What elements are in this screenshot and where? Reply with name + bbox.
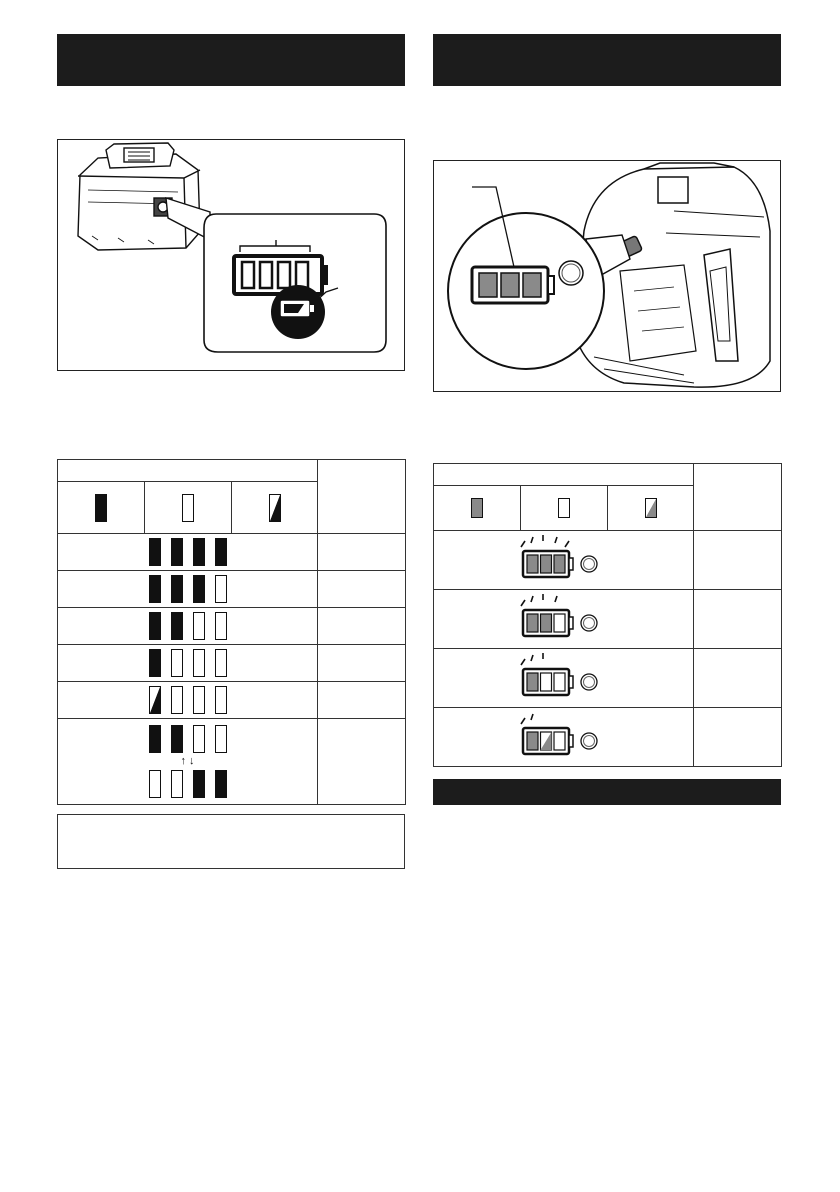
tool-legend-lighted <box>434 486 521 531</box>
lamp-off-icon <box>171 686 183 714</box>
indicator-cell <box>58 645 318 682</box>
lamp-on-icon <box>527 555 538 573</box>
lamp-blinking-icon <box>269 494 281 522</box>
blink-ray <box>555 596 557 602</box>
segment-group <box>58 649 317 677</box>
lamp-off-icon <box>193 686 205 714</box>
blink-ray <box>531 714 533 720</box>
blink-ray <box>531 655 533 661</box>
blink-ray <box>565 541 569 547</box>
table-row <box>434 649 782 708</box>
segment-group <box>58 538 317 566</box>
lamp-on-icon <box>215 538 227 566</box>
status-cell <box>318 608 406 645</box>
indicator-cell <box>58 682 318 719</box>
lamp-on-icon <box>95 494 107 522</box>
table-row <box>58 682 406 719</box>
lamp-on-icon <box>149 575 161 603</box>
status-cell <box>318 571 406 608</box>
lamp-off-icon <box>215 575 227 603</box>
table-row <box>58 645 406 682</box>
lamp-blinking-icon <box>645 498 657 518</box>
lamp-off-icon <box>540 673 551 691</box>
lamp-off-icon <box>558 498 570 518</box>
blink-ray <box>521 541 525 547</box>
lamp-blinking-icon <box>149 686 161 714</box>
indicator-cell <box>58 608 318 645</box>
lamp-on-icon <box>471 498 483 518</box>
blink-ray <box>521 718 525 724</box>
table-row <box>58 571 406 608</box>
note-box <box>57 814 405 869</box>
table-header-indicator <box>58 460 318 482</box>
indicator-cell <box>434 649 694 708</box>
battery-gauge-icon <box>509 710 619 760</box>
battery-indicator-figure <box>57 139 405 371</box>
table-row <box>58 608 406 645</box>
battery-gauge-icon <box>509 651 619 701</box>
lamp-on-icon <box>193 575 205 603</box>
lamp-on-icon <box>149 649 161 677</box>
segment-group <box>58 686 317 714</box>
lamp-on-icon <box>149 725 161 753</box>
tool-indicator-figure <box>433 160 781 392</box>
lamp-on-icon <box>149 538 161 566</box>
lamp-off-icon <box>193 612 205 640</box>
status-cell <box>318 645 406 682</box>
lamp-on-icon <box>193 538 205 566</box>
lamp-off-icon <box>215 686 227 714</box>
legend-lighted <box>58 482 145 534</box>
lamp-off-icon <box>554 673 565 691</box>
lamp-off-icon <box>182 494 194 522</box>
status-cell <box>694 590 782 649</box>
lamp-on-icon <box>149 612 161 640</box>
status-cell <box>318 719 406 805</box>
lamp-off-icon <box>171 770 183 798</box>
lamp-blinking-icon <box>540 732 551 750</box>
table-row <box>434 708 782 767</box>
battery-gauge-icon <box>509 533 619 583</box>
lamp-on-icon <box>527 673 538 691</box>
status-cell <box>694 531 782 590</box>
lamp-on-icon <box>554 555 565 573</box>
battery-gauge-icon <box>509 592 619 642</box>
tool-legend-blinking <box>608 486 694 531</box>
indicator-cell <box>434 531 694 590</box>
lamp-off-icon <box>215 725 227 753</box>
segment-group <box>58 575 317 603</box>
legend-blinking <box>232 482 318 534</box>
blink-ray <box>531 596 533 602</box>
lamp-off-icon <box>554 614 565 632</box>
left-section-header <box>57 34 405 86</box>
lamp-off-icon <box>149 770 161 798</box>
table-row <box>58 719 406 805</box>
lamp-on-icon <box>527 732 538 750</box>
lamp-on-icon <box>540 555 551 573</box>
battery-capacity-table <box>57 459 406 805</box>
blink-ray <box>521 600 525 606</box>
status-cell <box>694 649 782 708</box>
segment-group <box>58 770 317 798</box>
status-cell <box>318 534 406 571</box>
battery-pack-illustration <box>58 140 404 370</box>
right-section-header <box>433 34 781 86</box>
table-row <box>434 531 782 590</box>
tool-table-header-status <box>694 464 782 531</box>
blink-ray <box>531 537 533 543</box>
legend-off <box>145 482 232 534</box>
alternate-arrows: ↑ ↓ <box>180 755 195 767</box>
indicator-cell <box>434 590 694 649</box>
lamp-on-icon <box>540 614 551 632</box>
lamp-off-icon <box>171 649 183 677</box>
segment-group <box>58 725 317 753</box>
lamp-off-icon <box>193 725 205 753</box>
lamp-off-icon <box>554 732 565 750</box>
indicator-cell <box>434 708 694 767</box>
lamp-on-icon <box>215 770 227 798</box>
tool-body-illustration <box>434 161 780 391</box>
segment-group <box>58 612 317 640</box>
lamp-off-icon <box>193 649 205 677</box>
indicator-cell <box>58 534 318 571</box>
right-bottom-section-header <box>433 779 781 805</box>
lamp-off-icon <box>215 612 227 640</box>
status-cell <box>318 682 406 719</box>
lamp-on-icon <box>527 614 538 632</box>
indicator-cell-alternating <box>58 719 318 805</box>
blink-ray <box>521 659 525 665</box>
tool-table-header-indicator <box>434 464 694 486</box>
table-header-status <box>318 460 406 534</box>
table-row <box>58 534 406 571</box>
lamp-on-icon <box>171 538 183 566</box>
tool-legend-off <box>521 486 608 531</box>
table-row <box>434 590 782 649</box>
indicator-cell <box>58 571 318 608</box>
lamp-off-icon <box>215 649 227 677</box>
lamp-on-icon <box>171 612 183 640</box>
lamp-on-icon <box>193 770 205 798</box>
tool-capacity-table <box>433 463 782 767</box>
blink-ray <box>555 537 557 543</box>
lamp-on-icon <box>171 575 183 603</box>
status-cell <box>694 708 782 767</box>
lamp-on-icon <box>171 725 183 753</box>
